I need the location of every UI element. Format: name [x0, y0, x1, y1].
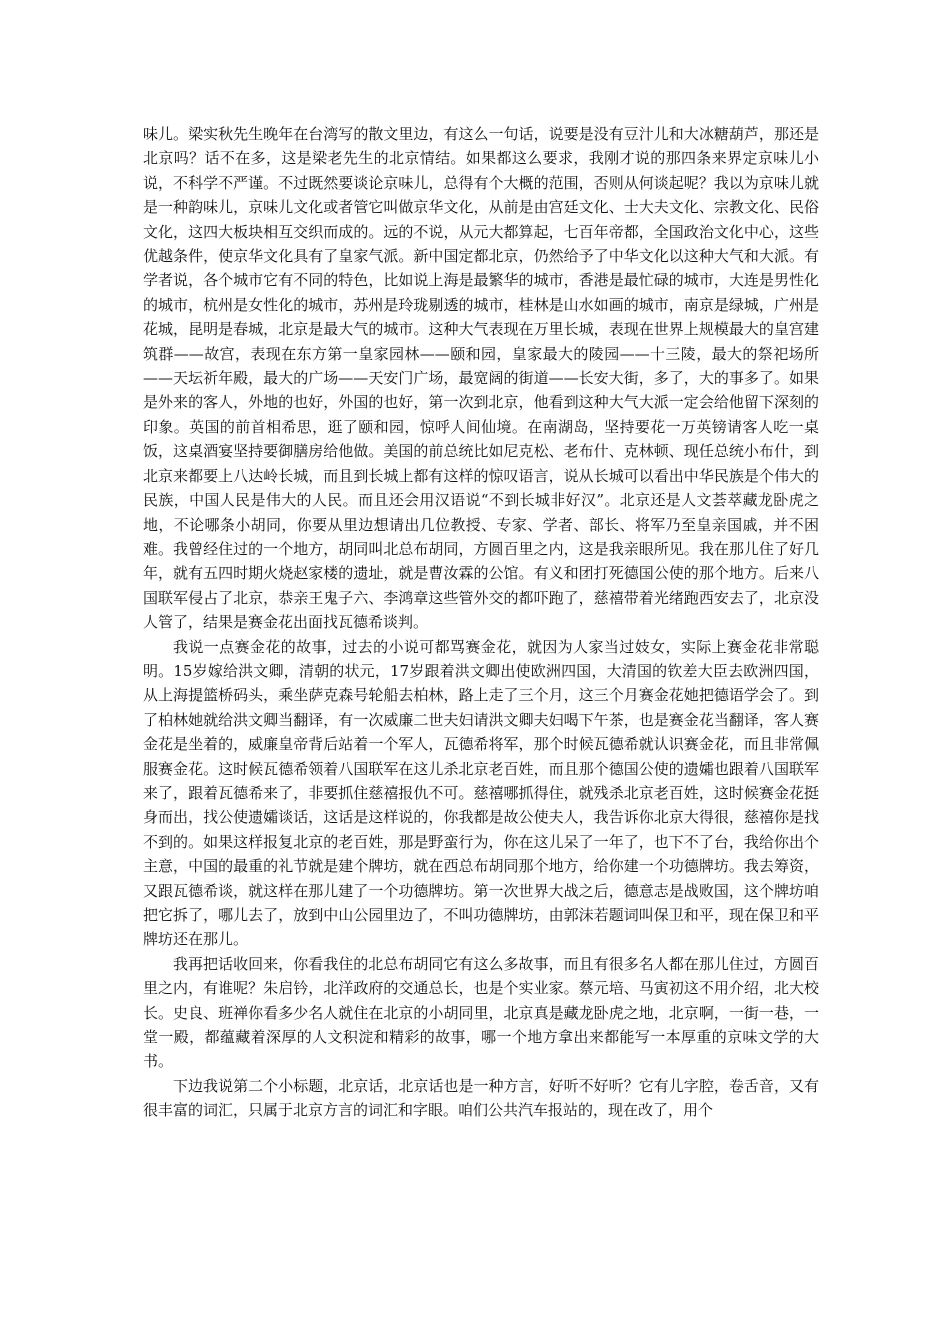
paragraph-1: 味儿。梁实秋先生晚年在台湾写的散文里边，有这么一句话，说要是没有豆汁儿和大冰糖葫芦，那还是北京吗？话不在多，这是梁老先生的北京情结。如果都这么要求，我刚才说的那四条来界定京味儿小说，不科学不严谨。不过既然要谈论京味儿，总得有个大概的范围，否则从何谈起呢？我以为京味儿就是一种韵味儿，京味儿文化或者管它叫做京华文化，从前是由宫廷文化、士大夫文化、宗教文化、民俗文化，这四大板块相互交织而成的。远的不说，从元大都算起，七百年帝都，全国政治文化中心，这些优越条件，使京华文化具有了皇家气派。新中国定都北京，仍然给予了中华文化以这种大气和大派。有学者说，各个城市它有不同的特色，比如说上海是最繁华的城市，香港是最忙碌的城市，大连是男性化的城市，杭州是女性化的城市，苏州是玲珑剔透的城市，桂林是山水如画的城市，南京是绿城，广州是花城，昆明是春城，北京是最大气的城市。这种大气表现在万里长城，表现在世界上规模最大的皇宫建筑群——故宫，表现在东方第一皇家园林——颐和园，皇家最大的陵园——十三陵，最大的祭祀场所——天坛祈年殿，最大的广场——天安门广场，最宽阔的街道——长安大街，多了，大的事多了。如果是外来的客人，外地的也好，外国的也好，第一次到北京，他看到这种大气大派一定会给他留下深刻的印象。英国的前首相希思，逛了颐和园，惊呼人间仙境。在南湖岛，坚持要花一万英镑请客人吃一桌饭，这桌酒宴坚持要御膳房给他做。美国的前总统比如尼克松、老布什、克林顿、现任总统小布什，到北京来都要上八达岭长城，而且到长城上都有这样的惊叹语言，说从长城可以看出中华民族是个伟大的民族，中国人民是伟大的人民。而且还会用汉语说“不到长城非好汉”。北京还是人文荟萃藏龙卧虎之地，不论哪条小胡同，你要从里边想请出几位教授、专家、学者、部长、将军乃至皇亲国戚，并不困难。我曾经住过的一个地方，胡同叫北总布胡同，方圆百里之内，这是我亲眼所见。我在那儿住了好几年，就有五四时期火烧赵家楼的遗址，就是曹汝霖的公馆。有义和团打死德国公使的那个地方。后来八国联军侵占了北京，恭亲王鬼子六、李鸿章这些管外交的都吓跑了，慈禧带着光绪跑西安去了，北京没人管了，结果是赛金花出面找瓦德希谈判。 — [143, 125, 819, 632]
paragraph-3: 我再把话收回来，你看我住的北总布胡同它有这么多故事，而且有很多名人都在那儿住过，方圆百里之内，有谁呢？朱启钤，北洋政府的交通总长，也是个实业家。蔡元培、马寅初这不用介绍，北大校长。史良、班禅你看多少名人就住在北京的小胡同里，北京真是藏龙卧虎之地，北京啊，一街一巷，一堂一殿，都蕴藏着深厚的人文积淀和精彩的故事，哪一个地方拿出来都能写一本厚重的京味文学的大书。 — [143, 954, 819, 1071]
paragraph-2: 我说一点赛金花的故事，过去的小说可都骂赛金花，就因为人家当过妓女，实际上赛金花非常聪明。15岁嫁给洪文卿，清朝的状元，17岁跟着洪文卿出使欧洲四国，大清国的钦差大臣去欧洲四国，从上海提篮桥码头，乘坐萨克森号轮船去柏林，路上走了三个月，这三个月赛金花她把德语学会了。到了柏林她就给洪文卿当翻译，有一次威廉二世夫妇请洪文卿夫妇喝下午茶，也是赛金花当翻译，客人赛金花是坐着的，威廉皇帝背后站着一个军人，瓦德希将军，那个时候瓦德希就认识赛金花，而且非常佩服赛金花。这时候瓦德希领着八国联军在这儿杀北京老百姓，而且那个德国公使的遗孀也跟着八国联军来了，跟着瓦德希来了，非要抓住慈禧报仇不可。慈禧哪抓得住，就残杀北京老百姓，这时候赛金花挺身而出，找公使遗孀谈话，这话是这样说的，你我都是故公使夫人，我告诉你北京大得很，慈禧你是找不到的。如果这样报复北京的老百姓，那是野蛮行为，你在这儿呆了一年了，也下不了台，我给你出个主意，中国的最重的礼节就是建个牌坊，就在西总布胡同那个地方，给你建一个功德牌坊。我去筹资，又跟瓦德希谈，就这样在那儿建了一个功德牌坊。第一次世界大战之后，德意志是战败国，这个牌坊咱把它拆了，哪儿去了，放到中山公园里边了，不叫功德牌坊，由郭沫若题词叫保卫和平，现在保卫和平牌坊还在那儿。 — [143, 637, 819, 949]
paragraph-4: 下边我说第二个小标题，北京话，北京话也是一种方言，好听不好听？它有儿字腔，卷舌音，又有很丰富的词汇，只属于北京方言的词汇和字眼。咱们公共汽车报站的，现在改了，用个 — [143, 1076, 819, 1120]
document-page — [143, 122, 819, 1123]
